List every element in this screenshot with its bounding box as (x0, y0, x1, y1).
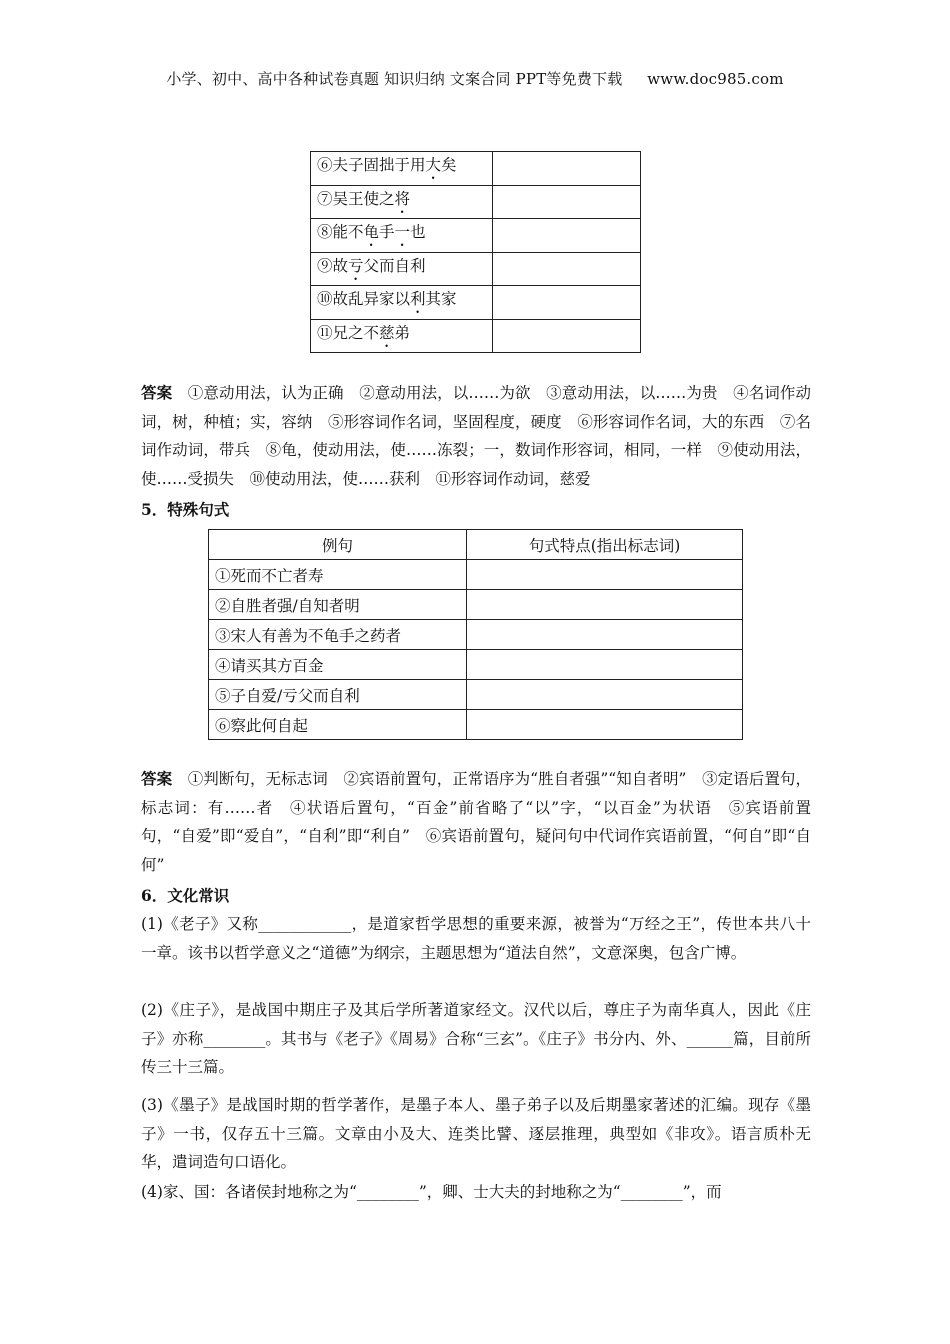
answer-cell[interactable] (467, 710, 743, 740)
column-header: 例句 (209, 530, 467, 560)
table-row (209, 620, 743, 650)
answer-cell[interactable] (467, 560, 743, 590)
culture-item-2: (2)《庄子》，是战国中期庄子及其后学所著道家经文。汉代以后，尊庄子为南华真人，因此《庄子》亦称________。其书与《老子》《周易》合称“三玄”。《庄子》书分内、外、______篇，目前所传三十三篇。 (141, 1001, 811, 1077)
table-row (311, 252, 641, 286)
answer-text: ①意动用法，认为正确 ②意动用法，以……为欲 ③意动用法，以……为贵 ④名词作动词，树，种植；实，容纳 ⑤形容词作名词，坚固程度，硬度 ⑥形容词作名词，大的东西 ⑦名词作动词，带兵 ⑧龟，使动用法，使……冻裂；一，数词作形容词，相同，一样 ⑨使动用法，使……受损失 ⑩使动用法，使……获利 ⑪形容词作动词，慈爱 (141, 384, 811, 488)
answer-cell[interactable] (493, 286, 641, 320)
example-cell: ⑩故乱异家以利其家 (311, 286, 493, 320)
answer-label: 答案 (141, 769, 173, 788)
example-cell: ⑧能不龟手一也 (311, 219, 493, 253)
answer-cell[interactable] (467, 590, 743, 620)
table-row (209, 590, 743, 620)
page-header: 小学、初中、高中各种试卷真题 知识归纳 文案合同 PPT等免费下载 www.doc985.com (166, 70, 784, 88)
section-title-5: 5．特殊句式 (141, 500, 230, 519)
table-row (311, 286, 641, 320)
table-row (209, 560, 743, 590)
answer-cell[interactable] (493, 319, 641, 353)
example-cell: ⑦吴王使之将 (311, 185, 493, 219)
section-title-6: 6．文化常识 (141, 886, 230, 905)
answer-cell[interactable] (467, 620, 743, 650)
word-usage-table (310, 151, 641, 353)
culture-item-3: (3)《墨子》是战国时期的哲学著作，是墨子本人、墨子弟子以及后期墨家著述的汇编。现存《墨子》一书，仅存五十三篇。文章由小及大、连类比譬、逐层推理，典型如《非攻》。语言质朴无华，遣词造句口语化。 (141, 1096, 811, 1172)
table-row (209, 710, 743, 740)
answer-cell[interactable] (493, 252, 641, 286)
table-row (311, 319, 641, 353)
example-cell: ⑥察此何自起 (209, 710, 467, 740)
answer-paragraph-2 (141, 765, 811, 879)
culture-item-1: (1)《老子》又称____________，是道家哲学思想的重要来源，被誉为“万经之王”，传世本共八十一章。该书以哲学意义之“道德”为纲宗，主题思想为“道法自然”，文意深奥，包含广博。 (141, 915, 811, 962)
answer-paragraph-1 (141, 379, 811, 493)
table-header-row (209, 530, 743, 560)
answer-cell[interactable] (493, 185, 641, 219)
example-cell: ③宋人有善为不龟手之药者 (209, 620, 467, 650)
example-cell: ①死而不亡者寿 (209, 560, 467, 590)
example-cell: ④请买其方百金 (209, 650, 467, 680)
table-row (311, 152, 641, 186)
answer-cell[interactable] (467, 650, 743, 680)
answer-label: 答案 (141, 383, 173, 402)
example-cell: ⑥夫子固拙于用大矣 (311, 152, 493, 186)
table-row (311, 219, 641, 253)
example-cell: ②自胜者强/自知者明 (209, 590, 467, 620)
answer-cell[interactable] (493, 152, 641, 186)
example-cell: ⑨故亏父而自利 (311, 252, 493, 286)
column-header: 句式特点(指出标志词) (467, 530, 743, 560)
table-row (311, 185, 641, 219)
answer-cell[interactable] (467, 680, 743, 710)
example-cell: ⑪兄之不慈弟 (311, 319, 493, 353)
answer-text: ①判断句，无标志词 ②宾语前置句，正常语序为“胜自者强”“知自者明” ③定语后置句，标志词：有……者 ④状语后置句，“百金”前省略了“以”字，“以百金”为状语 ⑤宾语前置句，“自爱”即“爱自”，“自利”即“利自” ⑥宾语前置句，疑问句中代词作宾语前置，“何自”即“自何” (141, 770, 811, 874)
answer-cell[interactable] (493, 219, 641, 253)
table-row (209, 650, 743, 680)
culture-item-4: (4)家、国：各诸侯封地称之为“________”，卿、士大夫的封地称之为“________”，而 (141, 1183, 722, 1201)
example-cell: ⑤子自爱/亏父而自利 (209, 680, 467, 710)
sentence-pattern-table (208, 529, 743, 740)
table-row (209, 680, 743, 710)
